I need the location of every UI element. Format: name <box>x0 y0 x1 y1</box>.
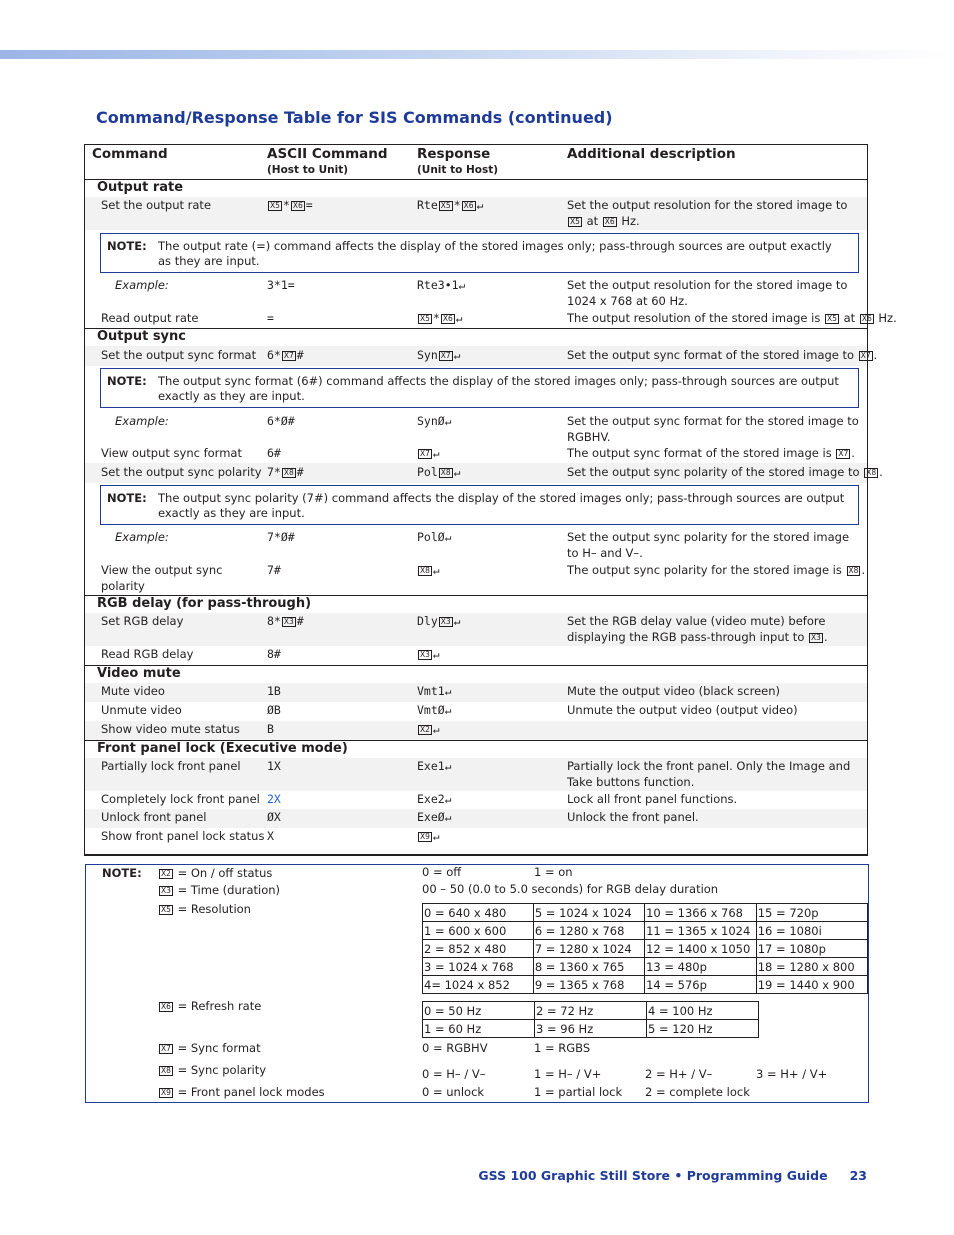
command-name: Read output rate <box>101 311 199 325</box>
legend-x9 <box>158 1085 325 1099</box>
legend-label: = Front panel lock modes <box>177 1085 325 1099</box>
legend-x7 <box>158 1041 261 1055</box>
legend-value: 1 = H– / V+ <box>534 1067 602 1081</box>
refresh-rate-cell: 1 = 60 Hz <box>423 1020 535 1038</box>
response <box>417 198 483 212</box>
variable-box: X2 <box>420 725 430 734</box>
section-title: RGB delay (for pass-through) <box>97 596 312 611</box>
variable-box: X6 <box>861 314 872 323</box>
command-name: Partially lock front panel <box>101 759 241 773</box>
desc-part: . <box>873 348 878 362</box>
response-part: * <box>432 311 440 325</box>
col-header-command: Command <box>92 146 168 162</box>
description: Lock all front panel functions. <box>567 792 738 806</box>
variable-box: X3 <box>283 617 294 626</box>
variable-box: X5 <box>440 201 451 210</box>
resolution-cell: 4= 1024 x 852 <box>423 976 534 994</box>
resolution-row <box>423 922 868 940</box>
ascii-command: 6*Ø# <box>267 414 295 428</box>
note-text: The output sync format (6#) command affects the display of the stored images only; pass-through sources are output exactly as they are input. <box>158 374 839 403</box>
resolution-cell: 14 = 576p <box>645 976 757 994</box>
desc-part: The output resolution of the stored image is <box>567 311 821 325</box>
note-label: NOTE: <box>107 239 147 253</box>
command-name: Set RGB delay <box>101 614 184 628</box>
response <box>417 722 440 736</box>
return-icon: ↵ <box>453 466 461 479</box>
ascii-part: # <box>296 348 304 362</box>
desc-part: . <box>861 563 866 577</box>
ascii-part: 6* <box>267 348 281 362</box>
variable-legend <box>85 864 869 1103</box>
variable-box: X8 <box>866 468 877 477</box>
example-label: Example: <box>115 414 169 428</box>
variable-box: X3 <box>811 633 821 642</box>
ascii-command <box>267 198 313 212</box>
variable-box: X5 <box>161 905 171 914</box>
description <box>567 563 865 577</box>
variable-box: X8 <box>440 468 451 477</box>
response <box>417 278 465 292</box>
return-icon: ↵ <box>444 685 452 698</box>
legend-value: 2 = H+ / V– <box>645 1067 713 1081</box>
command-name: Mute video <box>101 684 165 698</box>
variable-box: X5 <box>827 314 837 323</box>
ascii-command: 6# <box>267 446 281 460</box>
variable-box: X8 <box>283 468 294 477</box>
ascii-command: 7# <box>267 563 281 577</box>
variable-box: X8 <box>420 566 430 575</box>
command-name: Set the output sync format <box>101 348 257 362</box>
variable-box: X3 <box>161 886 171 895</box>
description: Unlock the front panel. <box>567 810 699 824</box>
legend-value: 1 = RGBS <box>534 1041 591 1055</box>
variable-box: X5 <box>270 201 280 210</box>
resolution-cell: 12 = 1400 x 1050 <box>645 940 757 958</box>
description: Unmute the output video (output video) <box>567 703 798 717</box>
desc-part: Set the output resolution for the stored image to <box>567 198 848 212</box>
example-label: Example: <box>115 530 169 544</box>
command-name: Read RGB delay <box>101 647 194 661</box>
col-header-response: Response <box>417 146 491 162</box>
note-label: NOTE: <box>107 374 147 388</box>
section-title: Output sync <box>97 329 186 344</box>
note-label: NOTE: <box>107 491 147 505</box>
response <box>417 810 451 824</box>
resolution-cell: 8 = 1360 x 765 <box>533 958 644 976</box>
response-part: Exe1 <box>417 759 445 773</box>
response-part: SynØ <box>417 414 445 428</box>
variable-box: X7 <box>420 449 430 458</box>
variable-box: X3 <box>440 617 451 626</box>
return-icon: ↵ <box>444 704 452 717</box>
refresh-rate-row <box>423 1002 759 1020</box>
ascii-command: = <box>267 311 274 325</box>
variable-box: X2 <box>161 869 171 878</box>
variable-box: X3 <box>420 650 430 659</box>
description <box>567 197 862 229</box>
return-icon: ↵ <box>455 312 463 325</box>
ascii-part: 8* <box>267 614 281 628</box>
top-gradient-bar <box>0 50 954 59</box>
command-name: Set the output rate <box>101 198 212 212</box>
resolution-cell: 3 = 1024 x 768 <box>423 958 534 976</box>
variable-box: X7 <box>440 351 451 360</box>
example-label: Example: <box>115 278 169 292</box>
description: Mute the output video (black screen) <box>567 684 781 698</box>
desc-part: The output sync polarity for the stored image is <box>567 563 842 577</box>
resolution-cell: 10 = 1366 x 768 <box>645 904 757 922</box>
variable-box: X6 <box>161 1002 171 1011</box>
response <box>417 530 451 544</box>
resolution-cell: 15 = 720p <box>756 904 867 922</box>
response-part: Pol <box>417 465 438 479</box>
command-name: Set the output sync polarity <box>101 465 262 479</box>
response <box>417 414 451 428</box>
desc-part: Set the RGB delay value (video mute) before displaying the RGB pass-through input to <box>567 614 826 644</box>
variable-box: X8 <box>848 566 859 575</box>
command-name: Show front panel lock status <box>101 829 265 843</box>
response-part: Rte3•1 <box>417 278 459 292</box>
resolution-row <box>423 976 868 994</box>
ascii-part: * <box>282 198 290 212</box>
page-title: Command/Response Table for SIS Commands (continued) <box>96 108 613 127</box>
legend-value: 1 = partial lock <box>534 1085 623 1099</box>
legend-label: = Time (duration) <box>177 883 281 897</box>
ascii-command <box>267 348 304 362</box>
legend-value: 0 = unlock <box>422 1085 485 1099</box>
description <box>567 446 855 460</box>
return-icon: ↵ <box>444 531 452 544</box>
refresh-rate-cell: 5 = 120 Hz <box>647 1020 759 1038</box>
description <box>567 348 877 362</box>
return-icon: ↵ <box>444 415 452 428</box>
resolution-cell: 7 = 1280 x 1024 <box>533 940 644 958</box>
refresh-rate-cell: 0 = 50 Hz <box>423 1002 535 1020</box>
legend-x6 <box>158 999 261 1013</box>
resolution-cell: 13 = 480p <box>645 958 757 976</box>
legend-x8 <box>158 1063 266 1077</box>
ascii-command <box>267 614 304 628</box>
variable-box: X6 <box>292 201 303 210</box>
resolution-table <box>422 903 868 994</box>
col-header-description: Additional description <box>567 146 736 162</box>
ascii-command: B <box>267 722 274 736</box>
legend-value: 3 = H+ / V+ <box>756 1067 828 1081</box>
page-footer <box>478 1168 867 1183</box>
col-header-response-sub: (Unit to Host) <box>417 164 499 176</box>
description <box>567 613 862 645</box>
legend-value: 2 = complete lock <box>645 1085 750 1099</box>
description: Set the output resolution for the stored image to 1024 x 768 at 60 Hz. <box>567 278 848 308</box>
resolution-row <box>423 958 868 976</box>
response-part: VmtØ <box>417 703 445 717</box>
col-header-ascii-sub: (Host to Unit) <box>267 164 349 176</box>
resolution-row <box>423 940 868 958</box>
resolution-cell: 5 = 1024 x 1024 <box>533 904 644 922</box>
refresh-rate-cell: 3 = 96 Hz <box>535 1020 647 1038</box>
return-icon: ↵ <box>432 723 440 736</box>
ascii-command: 8# <box>267 647 281 661</box>
resolution-cell: 6 = 1280 x 768 <box>533 922 644 940</box>
response-part: * <box>453 198 461 212</box>
resolution-cell: 9 = 1365 x 768 <box>533 976 644 994</box>
refresh-rate-table <box>422 1001 759 1038</box>
response <box>417 614 460 628</box>
response <box>417 703 451 717</box>
resolution-cell: 18 = 1280 x 800 <box>756 958 867 976</box>
variable-box: X9 <box>161 1088 171 1097</box>
legend-label: = Refresh rate <box>177 999 262 1013</box>
legend-value: 00 – 50 (0.0 to 5.0 seconds) for RGB delay duration <box>422 882 719 896</box>
legend-x5 <box>158 902 251 916</box>
desc-part: . <box>823 630 828 644</box>
note-text: The output rate (=) command affects the display of the stored images only; pass-through sources are output exactly as they are input. <box>158 239 832 268</box>
response <box>417 348 460 362</box>
refresh-rate-cell: 2 = 72 Hz <box>535 1002 647 1020</box>
header-divider <box>85 179 867 180</box>
legend-label: = Sync format <box>177 1041 261 1055</box>
response-part: Exe2 <box>417 792 445 806</box>
desc-part: The output sync format of the stored image is <box>567 446 832 460</box>
command-name: View the output sync polarity <box>101 563 223 593</box>
desc-part: Set the output sync format of the stored image to <box>567 348 855 362</box>
desc-part: at <box>843 311 856 325</box>
variable-box: X6 <box>442 314 453 323</box>
ascii-command: 7*Ø# <box>267 530 295 544</box>
variable-box: X5 <box>420 314 430 323</box>
page-number: 23 <box>849 1168 867 1183</box>
ascii-part: 7* <box>267 465 281 479</box>
response <box>417 829 440 843</box>
legend-x2 <box>158 866 272 880</box>
resolution-cell: 0 = 640 x 480 <box>423 904 534 922</box>
legend-label: = Resolution <box>177 902 251 916</box>
ascii-part: # <box>296 465 304 479</box>
variable-box: X7 <box>283 351 294 360</box>
desc-part: at <box>586 214 599 228</box>
ascii-part: = <box>305 198 313 212</box>
return-icon: ↵ <box>453 615 461 628</box>
command-name: View output sync format <box>101 446 242 460</box>
response-part: Dly <box>417 614 438 628</box>
resolution-cell: 16 = 1080i <box>756 922 867 940</box>
response-part: Vmt1 <box>417 684 445 698</box>
variable-box: X7 <box>161 1044 171 1053</box>
resolution-cell: 17 = 1080p <box>756 940 867 958</box>
resolution-cell: 11 = 1365 x 1024 <box>645 922 757 940</box>
description <box>567 465 883 479</box>
return-icon: ↵ <box>444 811 452 824</box>
command-name: Unlock front panel <box>101 810 207 824</box>
return-icon: ↵ <box>476 199 484 212</box>
variable-box: X7 <box>860 351 871 360</box>
legend-note-label: NOTE: <box>102 866 142 880</box>
ascii-command: 1B <box>267 684 281 698</box>
ascii-command: 3*1= <box>267 278 295 292</box>
variable-box: X6 <box>463 201 474 210</box>
legend-value: 1 = on <box>534 865 573 879</box>
resolution-row <box>423 904 868 922</box>
desc-part: . <box>851 446 855 460</box>
description: Set the output sync format for the stored image to RGBHV. <box>567 414 859 444</box>
description <box>567 311 897 325</box>
return-icon: ↵ <box>432 564 440 577</box>
ascii-command <box>267 465 304 479</box>
return-icon: ↵ <box>458 279 466 292</box>
refresh-rate-row <box>423 1020 759 1038</box>
response <box>417 465 460 479</box>
response <box>417 684 451 698</box>
response <box>417 647 440 661</box>
ascii-command: X <box>267 829 274 843</box>
desc-part: Hz. <box>621 214 640 228</box>
section-title: Front panel lock (Executive mode) <box>97 741 348 756</box>
variable-box: X8 <box>161 1066 171 1075</box>
variable-box: X7 <box>838 449 849 458</box>
ascii-part: # <box>296 614 304 628</box>
command-table <box>84 144 897 856</box>
ascii-command: 2X <box>267 792 281 806</box>
response <box>417 759 451 773</box>
legend-label: = On / off status <box>177 866 273 880</box>
variable-box: X5 <box>570 217 580 226</box>
legend-x3 <box>158 883 280 897</box>
return-icon: ↵ <box>444 793 452 806</box>
legend-label: = Sync polarity <box>177 1063 267 1077</box>
response <box>417 446 440 460</box>
note-text: The output sync polarity (7#) command affects the display of the stored images only; pass-through sources are output exactly as they are input. <box>158 491 845 520</box>
command-name: Show video mute status <box>101 722 240 736</box>
variable-box: X9 <box>420 832 430 841</box>
response-part: ExeØ <box>417 810 445 824</box>
refresh-rate-cell: 4 = 100 Hz <box>647 1002 759 1020</box>
section-divider <box>85 328 867 329</box>
section-divider <box>85 665 867 666</box>
return-icon: ↵ <box>432 830 440 843</box>
ascii-command: 1X <box>267 759 281 773</box>
description: Partially lock the front panel. Only the Image and Take buttons function. <box>567 759 851 789</box>
desc-part: . <box>879 465 883 479</box>
description: Set the output sync polarity for the stored image to H– and V–. <box>567 530 850 560</box>
section-title: Video mute <box>97 666 181 681</box>
footer-title: GSS 100 Graphic Still Store • Programming Guide <box>478 1168 828 1183</box>
resolution-cell: 2 = 852 x 480 <box>423 940 534 958</box>
variable-box: X6 <box>604 217 615 226</box>
col-header-ascii: ASCII Command <box>267 146 388 162</box>
response-part: Rte <box>417 198 438 212</box>
legend-value: 0 = RGBHV <box>422 1041 488 1055</box>
command-name: Completely lock front panel <box>101 792 260 806</box>
desc-part: Set the output sync polarity of the stored image to <box>567 465 860 479</box>
ascii-command: ØB <box>267 703 281 717</box>
section-title: Output rate <box>97 180 184 195</box>
response <box>417 311 462 325</box>
ascii-command: ØX <box>267 810 281 824</box>
return-icon: ↵ <box>444 760 452 773</box>
legend-value: 0 = H– / V– <box>422 1067 486 1081</box>
desc-part: Hz. <box>878 311 897 325</box>
return-icon: ↵ <box>432 447 440 460</box>
resolution-cell: 19 = 1440 x 900 <box>756 976 867 994</box>
command-name: Unmute video <box>101 703 182 717</box>
response <box>417 792 451 806</box>
legend-value: 0 = off <box>422 865 462 879</box>
return-icon: ↵ <box>453 349 461 362</box>
response-part: Syn <box>417 348 438 362</box>
response <box>417 563 440 577</box>
response-part: PolØ <box>417 530 445 544</box>
return-icon: ↵ <box>432 648 440 661</box>
resolution-cell: 1 = 600 x 600 <box>423 922 534 940</box>
